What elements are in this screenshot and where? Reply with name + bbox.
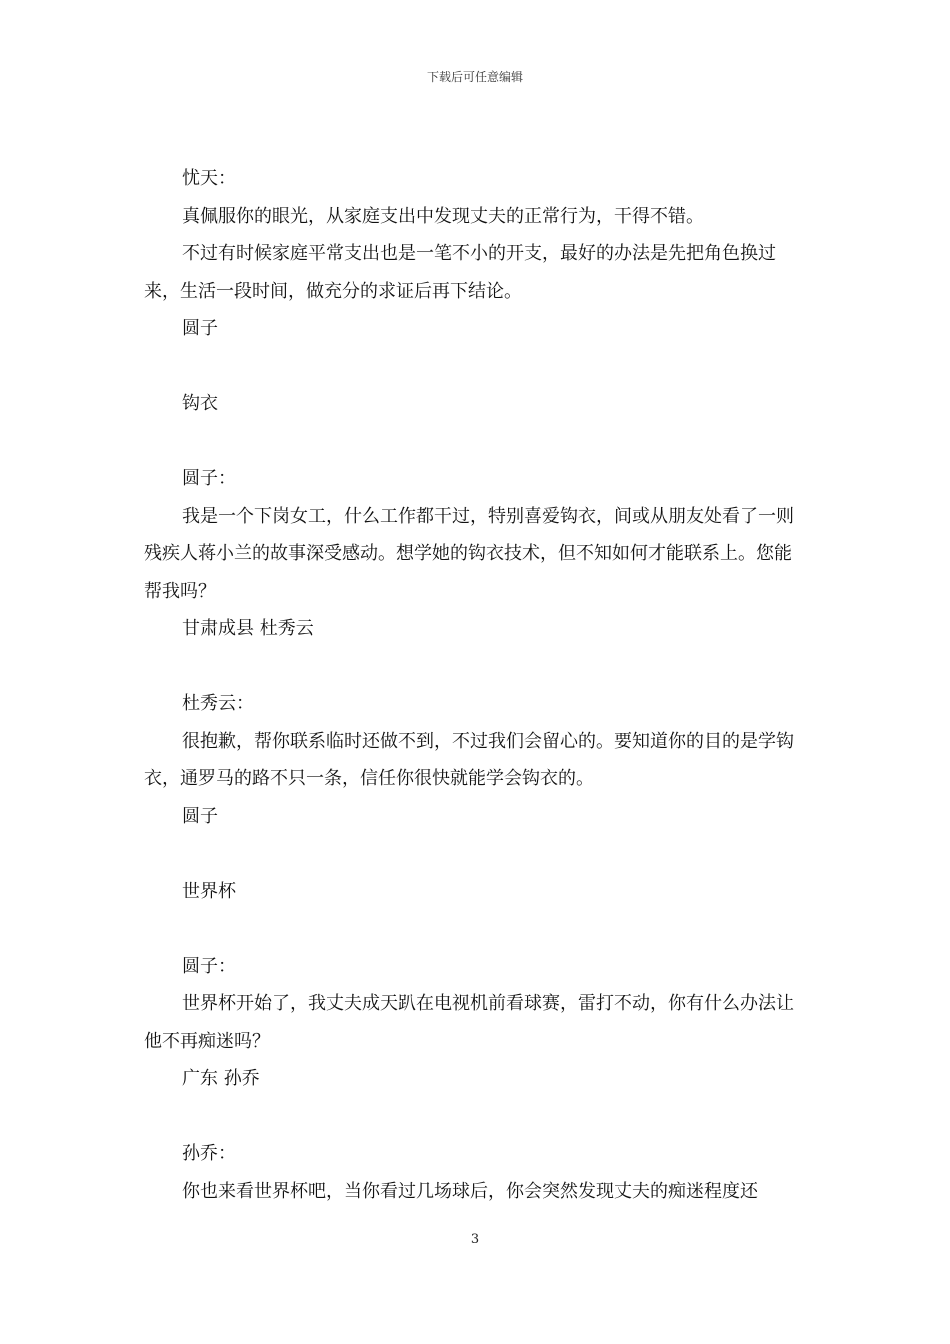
blank-line [144, 910, 808, 948]
blank-line [144, 423, 808, 461]
paragraph: 世界杯开始了，我丈夫成天趴在电视机前看球赛，雷打不动，你有什么办法让他不再痴迷吗？ [144, 993, 794, 1052]
document-body [144, 160, 808, 1210]
blank-line [144, 348, 808, 386]
blank-line [144, 835, 808, 873]
page-number: 3 [470, 1232, 480, 1247]
short-line: 圆子 [182, 805, 218, 827]
short-line: 钩衣 [182, 393, 218, 414]
page-header-note: 下载后可任意编辑 [426, 70, 523, 84]
short-line: 圆子： [182, 468, 236, 489]
short-line: 忧天： [182, 168, 236, 189]
short-line: 杜秀云： [182, 693, 254, 714]
short-line: 孙乔： [182, 1143, 236, 1164]
short-line: 世界杯 [182, 880, 236, 902]
paragraph: 真佩服你的眼光，从家庭支出中发现丈夫的正常行为，干得不错。 [182, 205, 704, 227]
short-line: 圆子： [182, 955, 236, 977]
paragraph: 你也来看世界杯吧，当你看过几场球后，你会突然发现丈夫的痴迷程度还 [182, 1180, 758, 1202]
short-line: 圆子 [182, 318, 218, 339]
paragraph: 不过有时候家庭平常支出也是一笔不小的开支，最好的办法是先把角色换过来，生活一段时间，做充分的求证后再下结论。 [144, 243, 776, 302]
short-line: 广东 孙乔 [182, 1068, 260, 1089]
paragraph: 很抱歉，帮你联系临时还做不到，不过我们会留心的。要知道你的目的是学钩衣，通罗马的路不只一条，信任你很快就能学会钩衣的。 [144, 730, 794, 789]
short-line: 甘肃成县 杜秀云 [182, 618, 314, 639]
blank-line [144, 648, 808, 686]
paragraph: 我是一个下岗女工，什么工作都干过，特别喜爱钩衣，间或从朋友处看了一则残疾人蒋小兰的故事深受感动。想学她的钩衣技术，但不知如何才能联系上。您能帮我吗？ [144, 505, 794, 602]
blank-line [144, 1098, 808, 1136]
